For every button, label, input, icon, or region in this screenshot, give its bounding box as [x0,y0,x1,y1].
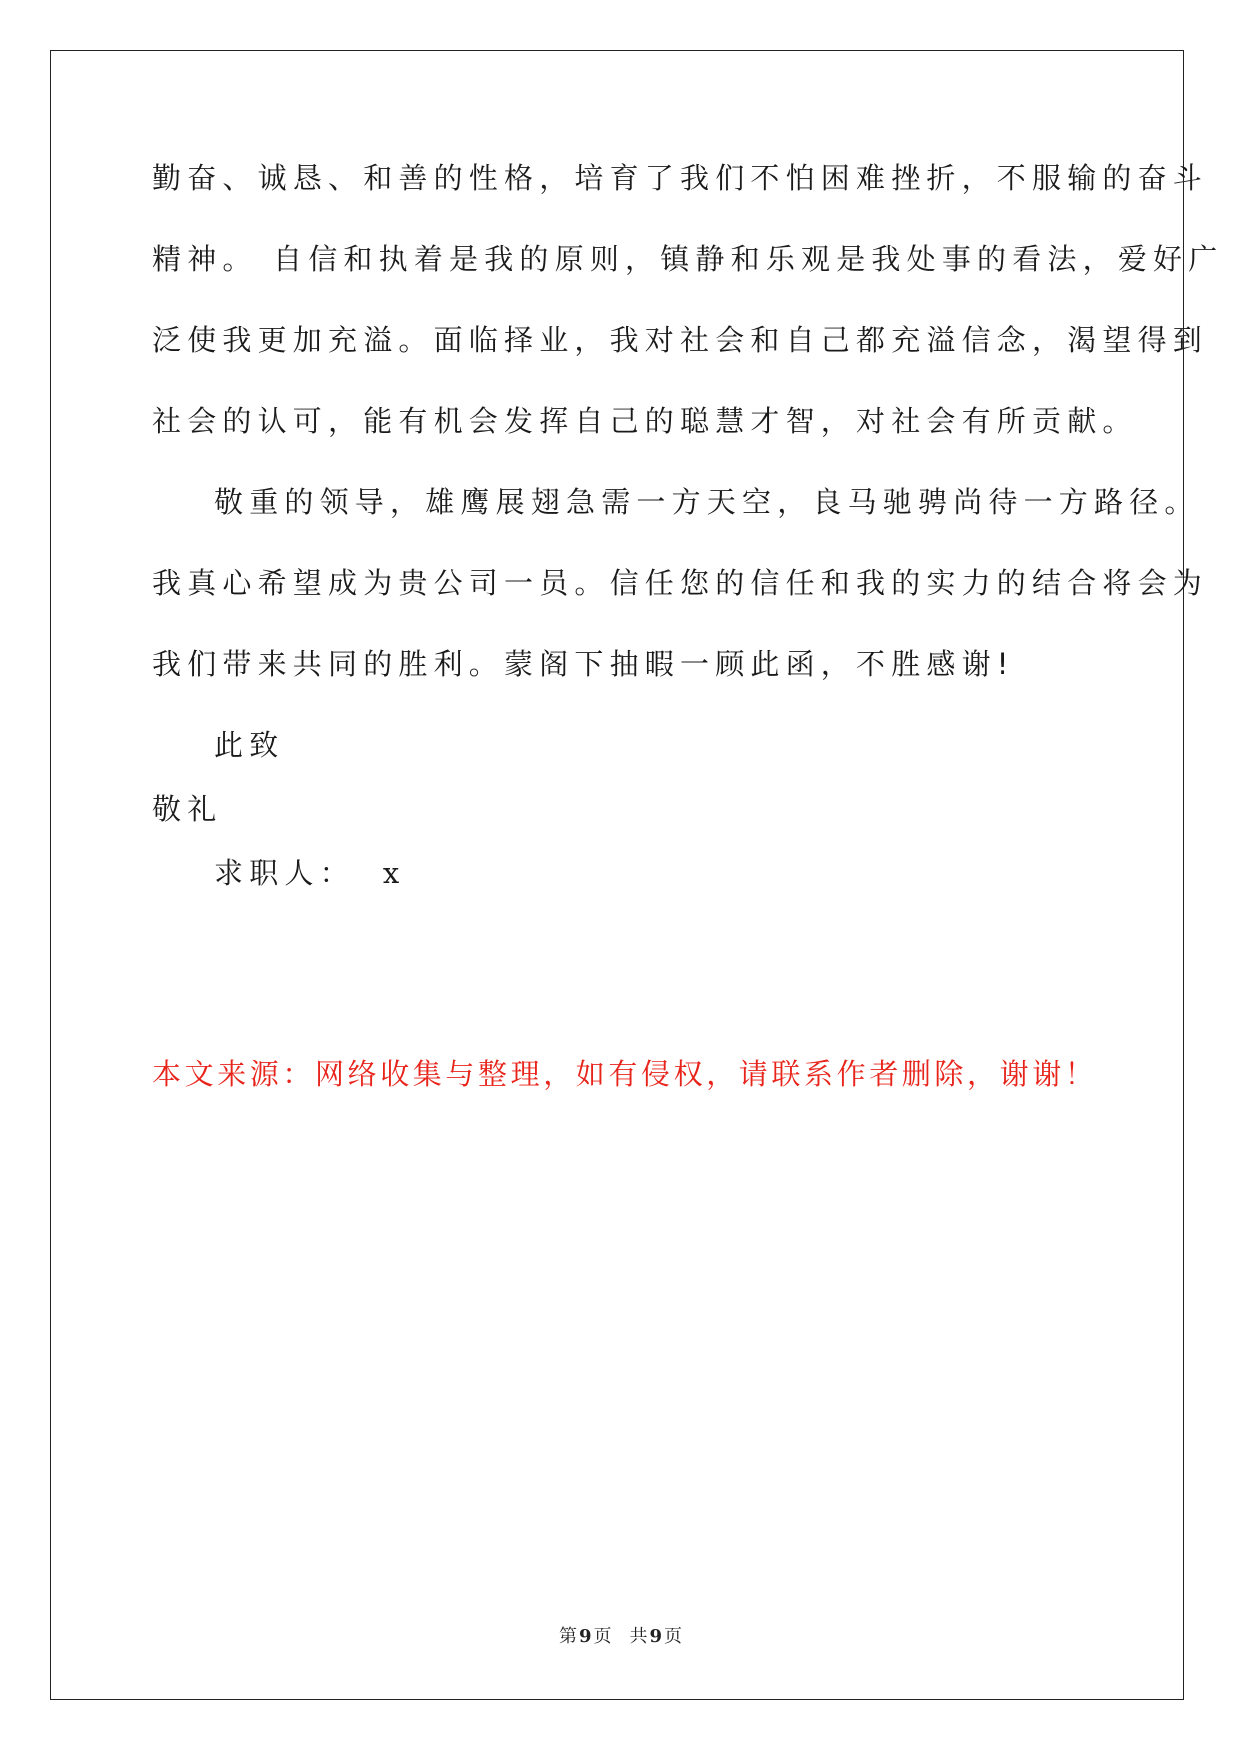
paragraph-line: 我真心希望成为贵公司一员。信任您的信任和我的实力的结合将会为 [152,566,1209,600]
paragraph-line: 社会的认可，能有机会发挥自己的聪慧才智，对社会有所贡献。 [152,404,1138,438]
total-pages: 9 [649,1626,663,1647]
paragraph-line: 敬重的领导，雄鹰展翅急需一方天空，良马驰骋尚待一方路径。 [214,485,1200,519]
signature-value: x [382,856,400,890]
page-prefix: 第 [558,1626,577,1647]
total-suffix: 页 [664,1626,683,1647]
page-footer [0,1622,1241,1648]
paragraph-1 [152,158,1224,441]
total-prefix: 共 [629,1626,648,1647]
page-suffix: 页 [593,1626,612,1647]
source-note: 本文来源：网络收集与整理，如有侵权，请联系作者删除，谢谢！ [152,1057,1098,1091]
paragraph-line: 精神。 自信和执着是我的原则，镇静和乐观是我处事的看法，爱好广 [152,242,1224,276]
closing-salutation: 此致 [214,728,285,762]
signature-label: 求职人： [214,856,355,890]
paragraph-2 [152,482,1209,684]
closing-block [152,725,1082,893]
paragraph-line: 泛使我更加充溢。面临择业，我对社会和自己都充溢信念，渴望得到 [152,323,1209,357]
signature-line [152,853,1082,893]
closing-regards: 敬礼 [152,792,223,826]
paragraph-line: 我们带来共同的胜利。蒙阁下抽暇一顾此函，不胜感谢! [152,647,1015,681]
letter-body [152,158,1224,917]
page-number: 9 [578,1626,592,1647]
paragraph-line: 勤奋、诚恳、和善的性格，培育了我们不怕困难挫折，不服输的奋斗 [152,161,1209,195]
